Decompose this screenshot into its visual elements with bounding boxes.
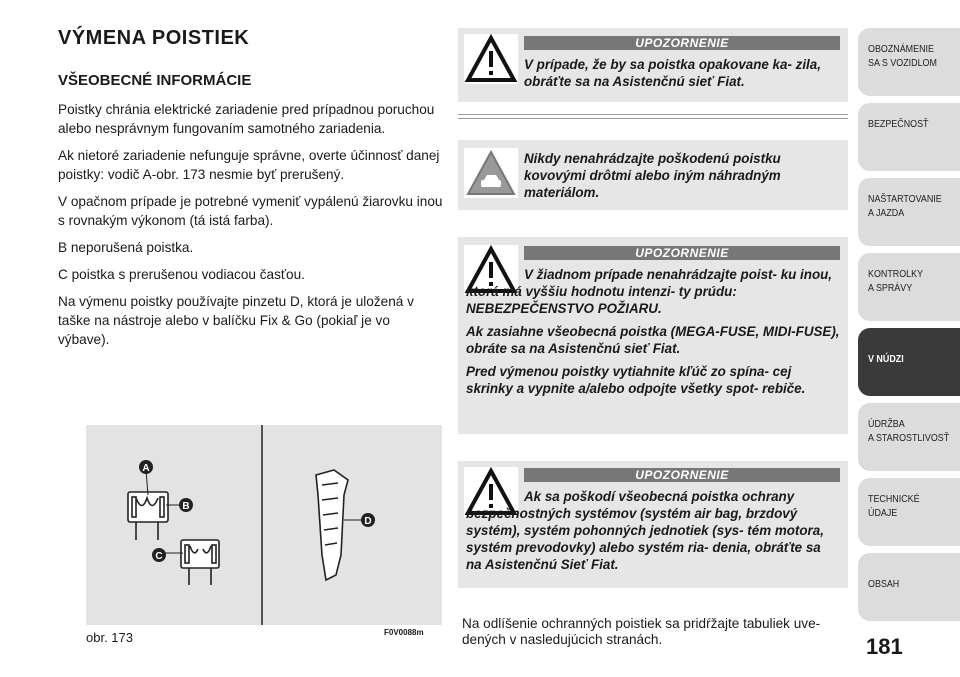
tab-label: A JAZDA	[868, 207, 905, 219]
tab-label: A STAROSTLIVOSŤ	[868, 432, 950, 444]
paragraph: Ak nietoré zariadenie nefunguje správne, overte účinnosť danej poistky: vodič A-obr. 173 nesmie byť prerušený.	[58, 148, 440, 182]
tab-label: TECHNICKÉ	[868, 493, 920, 505]
warning-banner: UPOZORNENIE	[524, 36, 840, 50]
paragraph: C poistka s prerušenou vodiacou časťou.	[58, 267, 305, 282]
section-subheading: VŠEOBECNÉ INFORMÁCIE	[58, 72, 252, 89]
sidebar-tab-starting[interactable]	[858, 178, 960, 246]
paragraph: Poistky chránia elektrické zariadenie pred prípadnou poruchou alebo nesprávnym fungovaním samotného zariadenia.	[58, 102, 435, 136]
bottom-note: Na odlíšenie ochranných poistiek sa pridŕžajte tabuliek uve- dených v nasledujúcich stranách.	[462, 616, 821, 647]
fuse-puller	[316, 470, 348, 580]
sidebar-tab-contents[interactable]	[858, 553, 960, 621]
sidebar-tab-overview[interactable]	[858, 28, 960, 96]
warning-banner: UPOZORNENIE	[524, 468, 840, 482]
tab-label: SA S VOZIDLOM	[868, 57, 937, 69]
figure-caption: obr. 173	[86, 630, 133, 645]
warning-text: Ak sa poškodí všeobecná poistka ochrany bezpečnostných systémov (systém air bag, brzdový systém), systém pohonných jednotiek (sys- tém motora, systém prevodovky) alebo systém ria- denia, obráťte sa na Asistenčnú Sieť Fiat.	[466, 489, 824, 572]
label-b: B	[182, 501, 190, 512]
label-d: D	[364, 516, 372, 527]
sidebar-tab-safety[interactable]	[858, 103, 960, 171]
car-caution-icon	[464, 148, 518, 198]
warning-text: Pred výmenou poistky vytiahnite kľúč zo spína- cej skrinky a vypnite a/alebo odpojte všetky spot- rebiče.	[466, 364, 806, 396]
tab-label: A SPRÁVY	[868, 282, 913, 294]
fuse-blown	[181, 540, 219, 585]
tab-label: V NÚDZI	[868, 353, 904, 365]
warning-banner: UPOZORNENIE	[524, 246, 840, 260]
paragraph: B neporušená poistka.	[58, 240, 194, 255]
tab-label: OBSAH	[868, 578, 900, 590]
warning-text: V prípade, že by sa poistka opakovane ka- zila, obráťte sa na Asistenčnú sieť Fiat.	[524, 57, 821, 89]
tab-label: ÚDRŽBA	[868, 418, 905, 430]
warning-text: V žiadnom prípade nenahrádzajte poist- ku inou, ktorá má vyššiu hodnotu intenzi- ty prúdu: NEBEZPEČENSTVO POŽIARU.	[466, 267, 833, 316]
label-c: C	[155, 551, 163, 562]
tab-label: KONTROLKY	[868, 268, 924, 280]
section-heading: VÝMENA POISTIEK	[58, 27, 250, 49]
warning-box-2	[458, 237, 848, 434]
caution-box	[458, 140, 848, 210]
warning-triangle-icon	[464, 34, 518, 84]
sidebar-tab-technical[interactable]	[858, 478, 960, 546]
paragraph: V opačnom prípade je potrebné vymeniť vypálenú žiarovku inou s rovnakým výkonom (tá istá farba).	[58, 194, 443, 228]
left-body-text	[58, 100, 443, 357]
warning-box-3	[458, 461, 848, 588]
tab-label: OBOZNÁMENIE	[868, 43, 934, 55]
tab-label: BEZPEČNOSŤ	[868, 118, 929, 130]
paragraph: Na výmenu poistky používajte pinzetu D, ktorá je uložená v taške na nástroje alebo v balíčku Fix & Go (pokiaľ je vo výbave).	[58, 294, 414, 347]
label-a: A	[142, 463, 150, 474]
caution-text: Nikdy nenahrádzajte poškodenú poistku kovovými drôtmi alebo iným náhradným materiálom.	[524, 151, 781, 200]
fuse-drawing	[86, 425, 442, 625]
page-number: 181	[866, 634, 903, 659]
divider-line	[458, 118, 848, 119]
figure-code: F0V0088m	[384, 628, 424, 637]
sidebar-tab-warnings[interactable]	[858, 253, 960, 321]
tab-label: NAŠTARTOVANIE	[868, 193, 942, 205]
sidebar-tab-maintenance[interactable]	[858, 403, 960, 471]
fuse-illustration	[86, 425, 442, 625]
fuse-intact	[128, 492, 168, 540]
tab-label: ÚDAJE	[868, 507, 898, 519]
sidebar-tab-emergency[interactable]	[858, 328, 960, 396]
warning-box-1	[458, 28, 848, 102]
warning-text: Ak zasiahne všeobecná poistka (MEGA-FUSE, MIDI-FUSE), obráte sa na Asistenčnú sieť Fiat.	[466, 324, 840, 356]
divider-line	[458, 114, 848, 115]
